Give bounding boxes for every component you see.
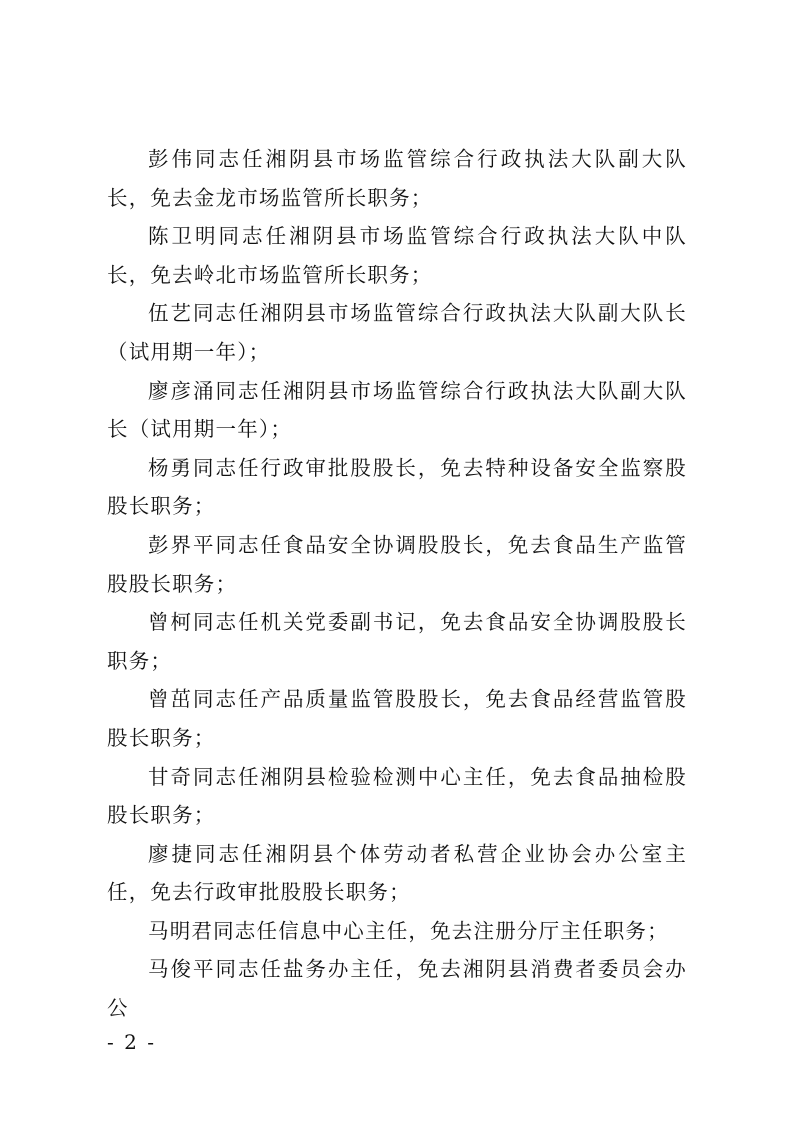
appointment-paragraph: 彭伟同志任湘阴县市场监管综合行政执法大队副大队长，免去金龙市场监管所长职务； bbox=[107, 147, 687, 210]
appointment-paragraph: 马俊平同志任盐务办主任，免去湘阴县消费者委员会办公 bbox=[107, 957, 687, 1021]
appointment-paragraph: 杨勇同志任行政审批股股长，免去特种设备安全监察股股长职务； bbox=[107, 455, 687, 519]
appointment-paragraph: 甘奇同志任湘阴县检验检测中心主任，免去食品抽检股股长职务； bbox=[107, 764, 687, 828]
appointment-paragraph: 曾柯同志任机关党委副书记，免去食品安全协调股股长职务； bbox=[107, 610, 687, 673]
appointment-paragraph: 廖捷同志任湘阴县个体劳动者私营企业协会办公室主任，免去行政审批股股长职务； bbox=[107, 841, 687, 905]
appointment-paragraph: 廖彦涌同志任湘阴县市场监管综合行政执法大队副大队长（试用期一年）； bbox=[107, 378, 687, 442]
appointment-paragraph: 曾茁同志任产品质量监管股股长，免去食品经营监管股股长职务； bbox=[107, 687, 687, 750]
appointment-paragraph: 陈卫明同志任湘阴县市场监管综合行政执法大队中队长，免去岭北市场监管所长职务； bbox=[107, 224, 687, 287]
page-number: - 2 - bbox=[107, 1030, 156, 1054]
appointment-paragraph: 马明君同志任信息中心主任，免去注册分厅主任职务； bbox=[148, 918, 669, 943]
appointment-paragraph: 彭界平同志任食品安全协调股股长，免去食品生产监管股股长职务； bbox=[107, 532, 687, 596]
appointment-list bbox=[107, 140, 687, 1028]
appointment-paragraph: 伍艺同志任湘阴县市场监管综合行政执法大队副大队长（试用期一年）； bbox=[107, 301, 687, 364]
